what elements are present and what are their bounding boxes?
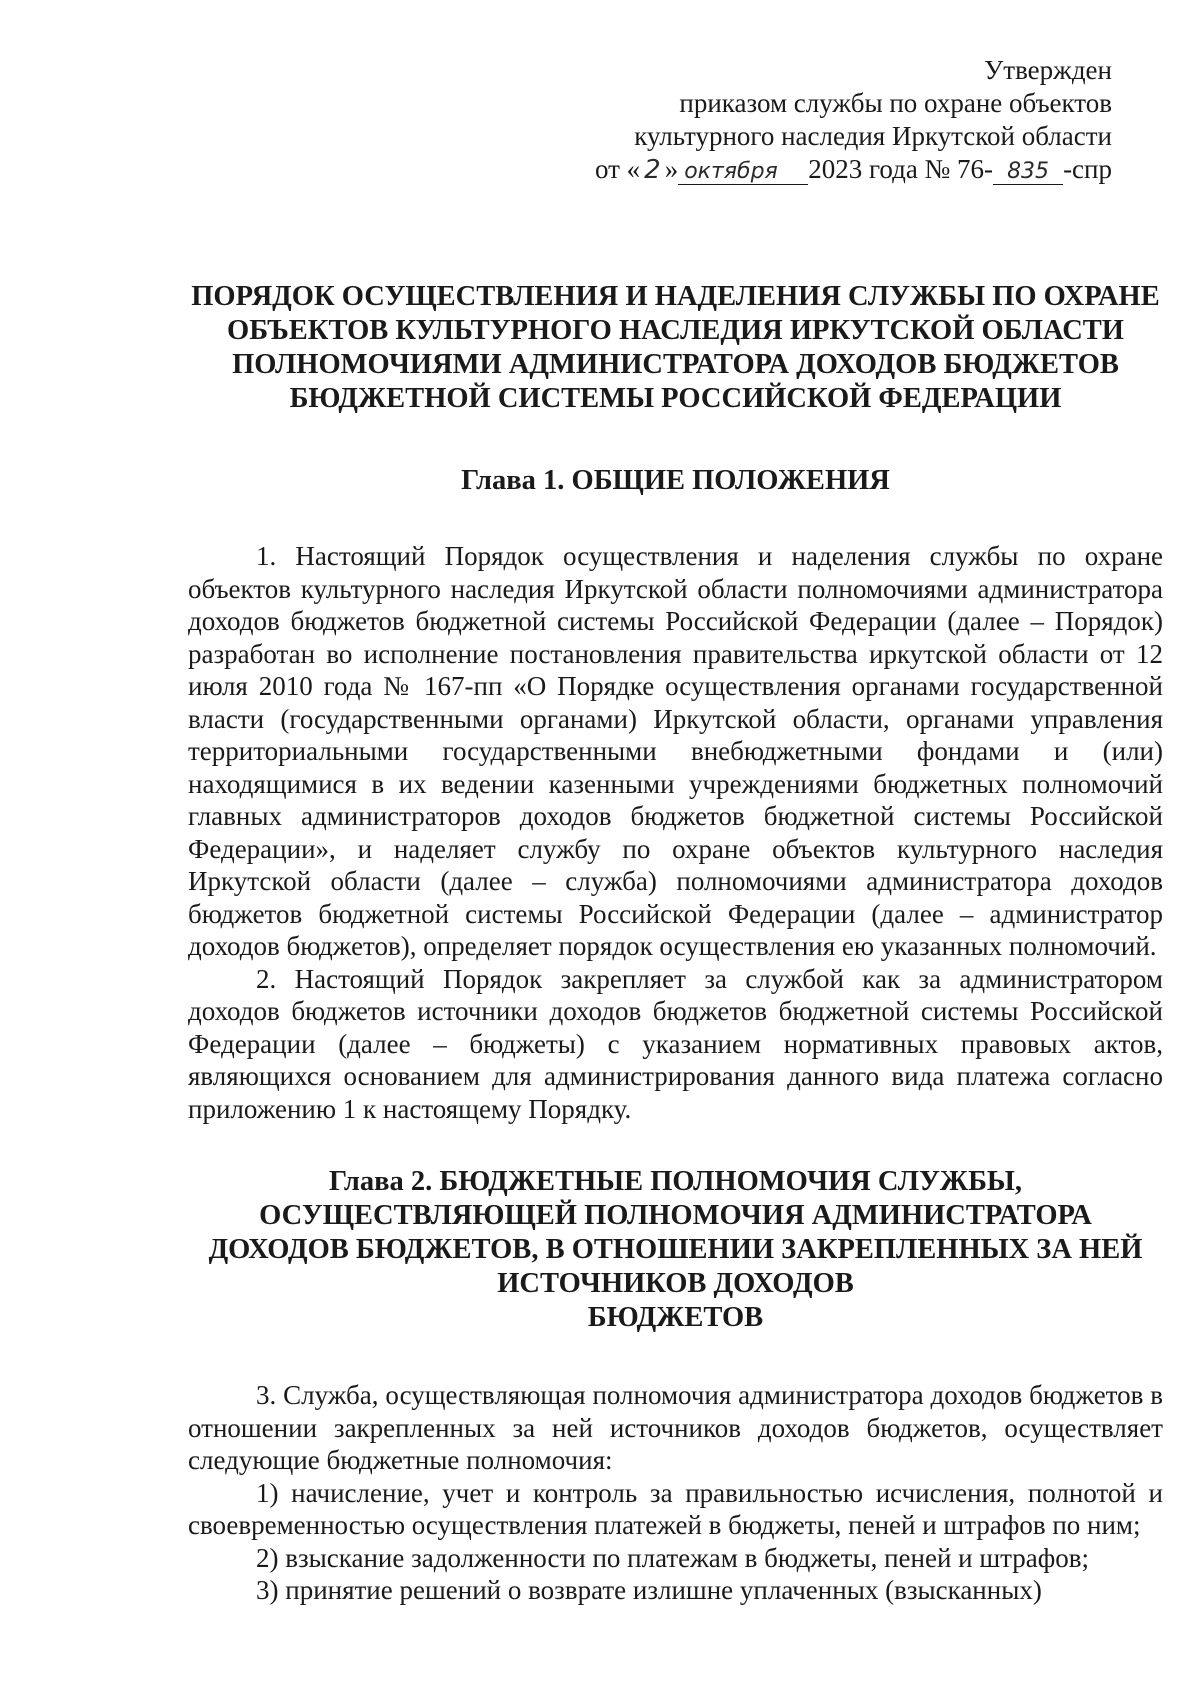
paragraph-1: 1. Настоящий Порядок осуществления и наделения службы по охране объектов культурного наследия Иркутской области полномочиями администратора доходов бюджетов бюджетной системы Российской Федерации (далее – Порядок) разработан во исполнение постановления правительства иркутской области от 12 июля 2010 года № 167-пп «О Порядке осуществления органами государственной власти (государственными органами) Иркутской области, органами управления территориальными государственными внебюджетными фондами и (или) находящимися в их ведении казенными учреждениями бюджетных полномочий главных администраторов доходов бюджетов бюджетной системы Российской Федерации», и наделяет службу по охране объектов культурного наследия Иркутской области (далее – служба) полномочиями администратора доходов бюджетов бюджетной системы Российской Федерации (далее – администратор доходов бюджетов), определяет порядок осуществления ею указанных полномочий. xyxy=(188,541,1163,961)
document-title xyxy=(188,280,1163,416)
list-item-3: 3) принятие решений о возврате излишне уплаченных (взысканных) xyxy=(256,1575,1042,1605)
chapter-2-line-2: ОСУЩЕСТВЛЯЮЩЕЙ ПОЛНОМОЧИЯ АДМИНИСТРАТОРА xyxy=(259,1200,1092,1231)
list-item-1: 1) начисление, учет и контроль за правильностью исчисления, полнотой и своевременностью осуществления платежей в бюджеты, пеней и штрафов по ним; xyxy=(188,1477,1163,1540)
handwritten-order-number: 835 xyxy=(993,160,1063,185)
title-line-3: ПОЛНОМОЧИЯМИ АДМИНИСТРАТОРА ДОХОДОВ БЮДЖЕТОВ xyxy=(232,349,1119,380)
chapter-1-heading xyxy=(188,464,1163,498)
title-line-2: ОБЪЕКТОВ КУЛЬТУРНОГО НАСЛЕДИЯ ИРКУТСКОЙ ОБЛАСТИ xyxy=(227,315,1124,346)
title-line-1: ПОРЯДОК ОСУЩЕСТВЛЕНИЯ И НАДЕЛЕНИЯ СЛУЖБЫ ПО ОХРАНЕ xyxy=(191,281,1160,312)
chapter-2-line-3: ДОХОДОВ БЮДЖЕТОВ, В ОТНОШЕНИИ ЗАКРЕПЛЕННЫХ ЗА НЕЙ xyxy=(208,1234,1143,1265)
chapter-2-line-1: Глава 2. БЮДЖЕТНЫЕ ПОЛНОМОЧИЯ СЛУЖБЫ, xyxy=(328,1166,1023,1197)
paragraph-2: 2. Настоящий Порядок закрепляет за службой как за администратором доходов бюджетов источники доходов бюджетов бюджетной системы Российской Федерации (далее – бюджеты) с указанием нормативных правовых актов, являющихся основанием для администрирования данного вида платежа согласно приложению 1 к настоящему Порядку. xyxy=(188,963,1163,1124)
date-prefix: от « xyxy=(594,154,641,184)
chapter-2-heading xyxy=(188,1165,1163,1335)
approval-line-1: Утвержден xyxy=(984,55,1112,85)
document-content xyxy=(188,280,1163,1607)
approval-date-line xyxy=(595,153,1112,186)
chapter-2-line-5: БЮДЖЕТОВ xyxy=(587,1302,764,1333)
handwritten-day: 2 xyxy=(644,155,661,185)
list-item-2: 2) взыскание задолженности по платежам в бюджеты, пеней и штрафов; xyxy=(256,1542,1090,1573)
order-suffix: -спр xyxy=(1063,154,1112,184)
approval-line-2: приказом службы по охране объектов xyxy=(679,88,1112,118)
chapter-1-title: Глава 1. ОБЩИЕ ПОЛОЖЕНИЯ xyxy=(461,465,890,496)
approval-line-3: культурного наследия Иркутской области xyxy=(634,121,1112,151)
handwritten-month: октября xyxy=(678,160,808,185)
paragraph-3: 3. Служба, осуществляющая полномочия администратора доходов бюджетов в отношении закрепленных за ней источников доходов бюджетов, осуществляет следующие бюджетные полномочия: xyxy=(188,1380,1163,1475)
title-line-4: БЮДЖЕТНОЙ СИСТЕМЫ РОССИЙСКОЙ ФЕДЕРАЦИИ xyxy=(289,383,1062,414)
date-year: 2023 года № 76- xyxy=(808,154,994,184)
chapter-2-line-4: ИСТОЧНИКОВ ДОХОДОВ xyxy=(497,1268,854,1299)
approval-block xyxy=(595,54,1112,186)
date-mid: » xyxy=(664,154,679,184)
